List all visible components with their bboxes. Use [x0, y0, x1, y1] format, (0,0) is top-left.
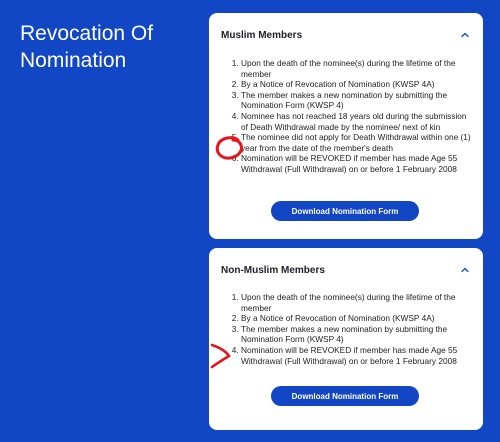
muslim-members-title: Muslim Members: [221, 29, 303, 41]
non-muslim-members-title: Non-Muslim Members: [221, 264, 325, 276]
page-title: Revocation Of Nomination: [20, 22, 154, 72]
download-nomination-form-button[interactable]: Download Nomination Form: [271, 386, 419, 406]
list-item: 1. Upon the death of the nominee(s) during the lifetime of the member: [241, 58, 473, 79]
non-muslim-members-header[interactable]: [221, 262, 471, 278]
list-item: 2. By a Notice of Revocation of Nomination (KWSP 4A): [241, 79, 473, 90]
list-item: 5. The nominee did not apply for Death Withdrawal within one (1) year from the date of the member's death: [241, 132, 473, 153]
list-item: 4. Nomination will be REVOKED if member has made Age 55 Withdrawal (Full Withdrawal) on or before 1 February 2008: [241, 345, 473, 366]
list-item: 6. Nomination will be REVOKED if member has made Age 55 Withdrawal (Full Withdrawal) on or before 1 February 2008: [241, 153, 473, 174]
muslim-revocation-list: [221, 58, 473, 175]
list-item: 3. The member makes a new nomination by submitting the Nomination Form (KWSP 4): [241, 90, 473, 111]
list-item: 2. By a Notice of Revocation of Nomination (KWSP 4A): [241, 313, 473, 324]
list-item: 1. Upon the death of the nominee(s) during the lifetime of the member: [241, 292, 473, 313]
list-item: 3. The member makes a new nomination by submitting the Nomination Form (KWSP 4): [241, 324, 473, 345]
download-nomination-form-button[interactable]: Download Nomination Form: [271, 201, 419, 221]
chevron-up-icon[interactable]: [459, 29, 471, 41]
muslim-members-header[interactable]: [221, 27, 471, 43]
list-item: 4. Nominee has not reached 18 years old during the submission of Death Withdrawal made by the nominee/ next of kin: [241, 111, 473, 132]
non-muslim-members-card: [209, 248, 483, 430]
muslim-members-card: [209, 13, 483, 239]
chevron-up-icon[interactable]: [459, 264, 471, 276]
non-muslim-revocation-list: [221, 292, 473, 366]
